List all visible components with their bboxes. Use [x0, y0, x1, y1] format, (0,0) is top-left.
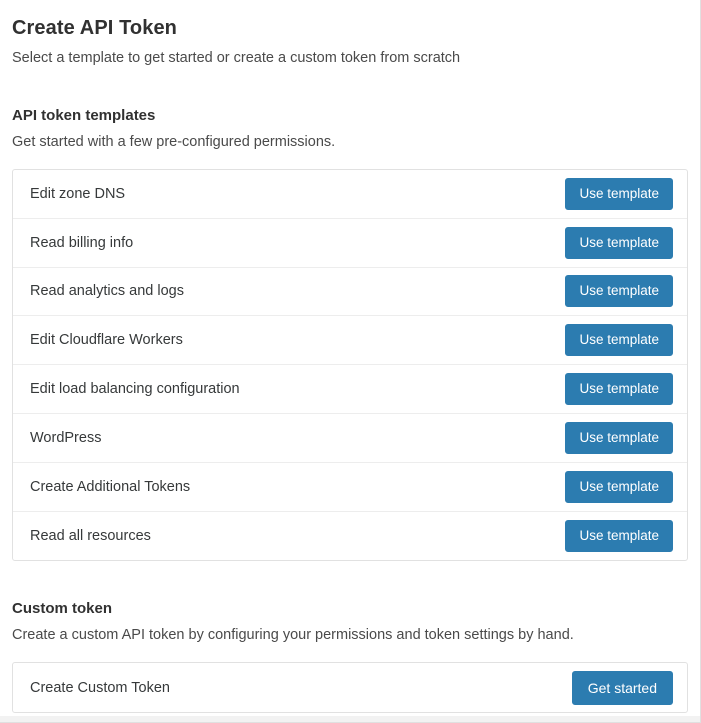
template-name: WordPress: [30, 429, 102, 446]
use-template-button[interactable]: Use template: [565, 520, 673, 552]
template-name: Edit load balancing configuration: [30, 381, 240, 398]
use-template-button[interactable]: Use template: [565, 471, 673, 503]
use-template-button[interactable]: Use template: [565, 227, 673, 259]
custom-section-title: Custom token: [12, 600, 113, 618]
get-started-button[interactable]: Get started: [572, 671, 673, 705]
table-row: [13, 316, 687, 365]
table-row: [13, 365, 687, 414]
table-row: [13, 512, 687, 561]
table-row: [13, 170, 687, 219]
custom-token-name: Create Custom Token: [30, 679, 170, 696]
template-name: Read analytics and logs: [30, 283, 184, 300]
template-name: Read billing info: [30, 234, 134, 251]
table-row: [13, 219, 687, 268]
api-token-templates-section: [12, 106, 688, 561]
page-subtitle: Select a template to get started or create a custom token from scratch: [12, 50, 461, 66]
custom-section-description: Create a custom API token by configuring your permissions and token settings by hand.: [12, 627, 574, 644]
use-template-button[interactable]: Use template: [565, 324, 673, 356]
use-template-button[interactable]: Use template: [565, 275, 673, 307]
templates-section-title: API token templates: [12, 107, 156, 124]
template-name: Read all resources: [30, 527, 151, 544]
use-template-button[interactable]: Use template: [565, 373, 673, 405]
table-row: [13, 414, 687, 463]
use-template-button[interactable]: Use template: [565, 178, 673, 210]
page-title: Create API Token: [12, 17, 177, 39]
table-row: [13, 463, 687, 512]
template-name: Edit zone DNS: [30, 185, 126, 202]
template-name: Create Additional Tokens: [30, 478, 191, 495]
custom-token-section: [12, 599, 688, 713]
page-bottom-edge: [0, 716, 700, 722]
template-name: Edit Cloudflare Workers: [30, 332, 183, 349]
templates-list: [12, 169, 688, 561]
table-row: [13, 268, 687, 317]
use-template-button[interactable]: Use template: [565, 422, 673, 454]
templates-section-description: Get started with a few pre-configured permissions.: [12, 134, 336, 150]
custom-token-list: [12, 662, 688, 713]
table-row: [13, 663, 687, 712]
